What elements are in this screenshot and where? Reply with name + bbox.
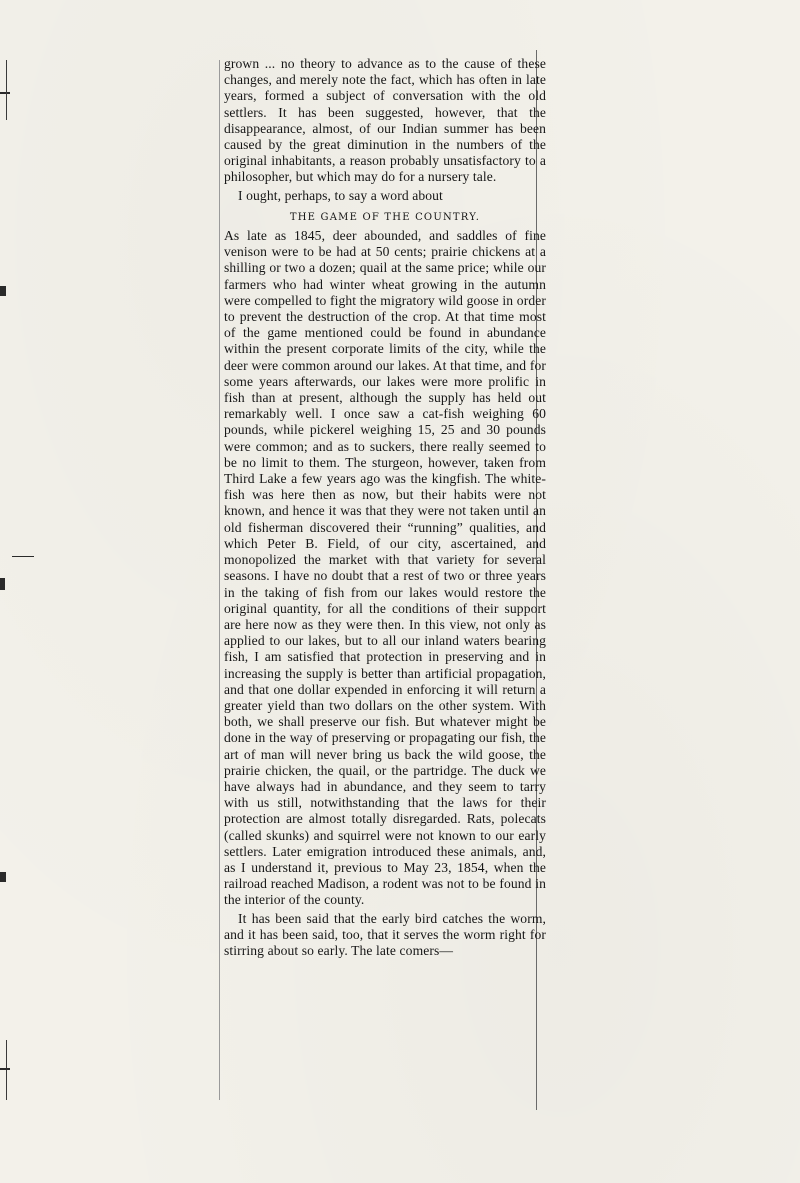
transition-line: I ought, perhaps, to say a word about bbox=[238, 187, 443, 203]
margin-mark-bottom-left bbox=[0, 1068, 10, 1070]
article-column bbox=[224, 56, 546, 959]
margin-mark-left-3 bbox=[0, 578, 5, 590]
intro-paragraph: grown ... no theory to advance as to the cause of these changes, and merely note the fact, which has often in late years, formed a subject of conversation with the old settlers. It has been suggested, however, that the disappearance, almost, of our Indian summer has been caused by the great diminution in the numbers of the original inhabitants, a reason probably unsatisfactory to a philosopher, but which may do for a nursery tale. bbox=[224, 56, 546, 185]
left-edge-line-top bbox=[6, 60, 7, 120]
margin-mark-top-left bbox=[0, 92, 10, 94]
margin-mark-left-4 bbox=[0, 872, 6, 882]
closing-paragraph: It has been said that the early bird catches the worm, and it has been said, too, that it serves the worm right for stirring about so early. The late comers— bbox=[224, 910, 546, 958]
column-rule-left bbox=[219, 60, 220, 1100]
game-paragraph: As late as 1845, deer abounded, and saddles of fine venison were to be had at 50 cents; prairie chickens at a shilling or two a dozen; quail at the same price; while our farmers who had winter wheat growing in the autumn were compelled to fight the migratory wild goose in order to prevent the destruction of the crop. At that time most of the game mentioned could be found in abundance within the present corporate limits of the city, while the deer were common around our lakes. At that time, and for some years afterwards, our lakes were more prolific in fish than at present, although the supply has held out remarkably well. I once saw a cat-fish weighing 60 pounds, while pickerel weighing 15, 25 and 30 pounds were common; and as to suckers, there really seemed to be no limit to them. The sturgeon, however, taken from Third Lake a few years ago was the kingfish. The white-fish was here then as now, but their habits were not known, and hence it was that they were not taken until an old fisherman discovered their “running” qualities, and which Peter B. Field, of our city, ascertained, and monopolized the market with that variety for several seasons. I have no doubt that a rest of two or three years in the taking of fish from our lakes would restore the original quantity, for all the conditions of their support are here now as they were then. In this view, not only as applied to our lakes, but to all our inland waters bearing fish, I am satisfied that protection in preserving and in increasing the supply is better than artificial propagation, and that one dollar expended in enforcing it will return a greater yield than two dollars on the other system. With both, we shall preserve our fish. But whatever might be done in the way of preserving or propagating our fish, the art of man will never bring us back the wild goose, the prairie chicken, the quail, or the partridge. The duck we have always had in abundance, and they seem to tarry with us still, notwithstanding that the laws for their protection are almost totally disregarded. Rats, polecats (called skunks) and squirrel were not known to our early settlers. Later emigration introduced these animals, and, as I understand it, previous to May 23, 1854, when the railroad reached Madison, a rodent was not to be found in the interior of the county. bbox=[224, 228, 546, 908]
left-edge-line-bottom bbox=[6, 1040, 7, 1100]
section-heading: THE GAME OF THE COUNTRY. bbox=[289, 211, 481, 223]
margin-mark-left-2 bbox=[12, 556, 34, 557]
margin-mark-left-1 bbox=[0, 286, 6, 296]
